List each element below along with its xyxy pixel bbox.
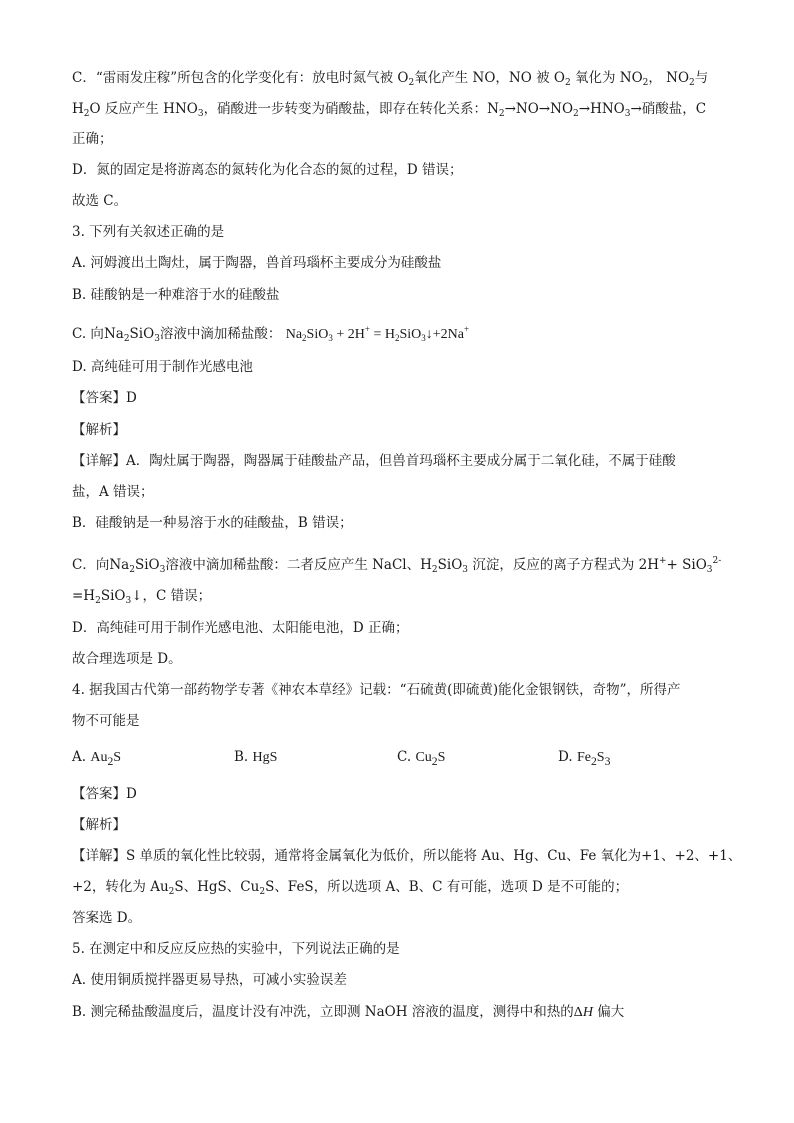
question-4-cont: 物不可能是 — [72, 713, 140, 729]
q5-option-a: A. 使用铜质搅拌器更易导热，可减小实验误差 — [72, 972, 347, 988]
q3-detail-d: D．高纯硅可用于制作光感电池、太阳能电池，D 正确； — [72, 620, 409, 636]
q3-detail-b: B．硅酸钠是一种易溶于水的硅酸盐，B 错误； — [72, 515, 353, 531]
q3-analysis-label: 【解析】 — [72, 422, 126, 438]
question-4: 4. 据我国古代第一部药物学专著《神农本草经》记载：“石硫黄(即硫黄)能化金银钢铁，奇物”，所得产 — [72, 682, 681, 698]
q4-detail-cont: +2，转化为 $Au_2S$、HgS、$Cu_2S$、FeS，所以选项 A、B、C 有可能，选项 D 是不可能的； — [72, 879, 629, 897]
q4-analysis-label: 【解析】 — [72, 817, 126, 833]
q3-answer: 【答案】D — [72, 390, 137, 406]
q3-option-c: C. 向$Na_2SiO_3$溶液中滴加稀盐酸： $Na_2SiO_3 + 2H^+$ = $H_2SiO_3↓+2Na^+$ — [72, 324, 470, 344]
question-3: 3. 下列有关叙述正确的是 — [72, 224, 225, 240]
line-c-conversion: $H_2O$ 反应产生 $HNO_3$，硝酸进一步转变为硝酸盐，即存在转化关系：$N_2\to NO\to NO_2\to HNO_3\to$硝酸盐，C — [72, 101, 707, 119]
q4-option-c: C. $Cu_2S$ — [397, 749, 446, 768]
q4-detail: 【详解】S 单质的氧化性比较弱，通常将金属氧化为低价，所以能将 Au、Hg、Cu、Fe 氧化为+1、+2、+1、 — [72, 848, 742, 864]
q3-option-d: D. 高纯硅可用于制作光感电池 — [72, 359, 253, 375]
q5-option-b: B. 测完稀盐酸温度后，温度计没有冲洗，立即测 NaOH 溶液的温度，测得中和热的ΔH 偏大 — [72, 1004, 625, 1020]
q3-detail-a: 【详解】A．陶灶属于陶器，陶器属于硅酸盐产品，但兽首玛瑙杯主要成分属于二氧化硅，不属于硅酸 — [72, 453, 676, 469]
line-c-lightning: C．“雷雨发庄稼”所包含的化学变化有：放电时氮气被 $O_2$氧化产生 NO，NO 被 $O_2$ 氧化为 $NO_2$， $NO_2$与 — [72, 70, 709, 88]
line-d-nitrogen-fixation: D．氮的固定是将游离态的氮转化为化合态的氮的过程，D 错误； — [72, 162, 463, 178]
q3-detail-c: C．向$Na_2SiO_3$溶液中滴加稀盐酸：二者反应产生 NaCl、$H_2SiO_3$ 沉淀，反应的离子方程式为 2H++ SiO$_3^{2-}$ — [72, 556, 722, 575]
q3-option-b: B. 硅酸钠是一种难溶于水的硅酸盐 — [72, 287, 280, 303]
q4-conclusion: 答案选 D。 — [72, 910, 142, 926]
q3-detail-c-cont: $=H_2SiO_3↓$，C 错误； — [72, 588, 212, 606]
line-answer-c: 故选 C。 — [72, 193, 128, 209]
question-5: 5. 在测定中和反应反应热的实验中，下列说法正确的是 — [72, 941, 400, 957]
line-c-correct: 正确； — [72, 131, 113, 147]
q3-option-a: A. 河姆渡出土陶灶，属于陶器，兽首玛瑙杯主要成分为硅酸盐 — [72, 255, 442, 271]
q4-option-d: D. $Fe_2S_3$ — [558, 749, 611, 768]
q4-answer: 【答案】D — [72, 786, 137, 802]
q4-option-b: B. HgS — [234, 749, 278, 765]
q4-option-a: A. $Au_2S$ — [72, 749, 122, 768]
q3-detail-a-cont: 盐，A 错误； — [72, 484, 154, 500]
q3-conclusion: 故合理选项是 D。 — [72, 651, 182, 667]
